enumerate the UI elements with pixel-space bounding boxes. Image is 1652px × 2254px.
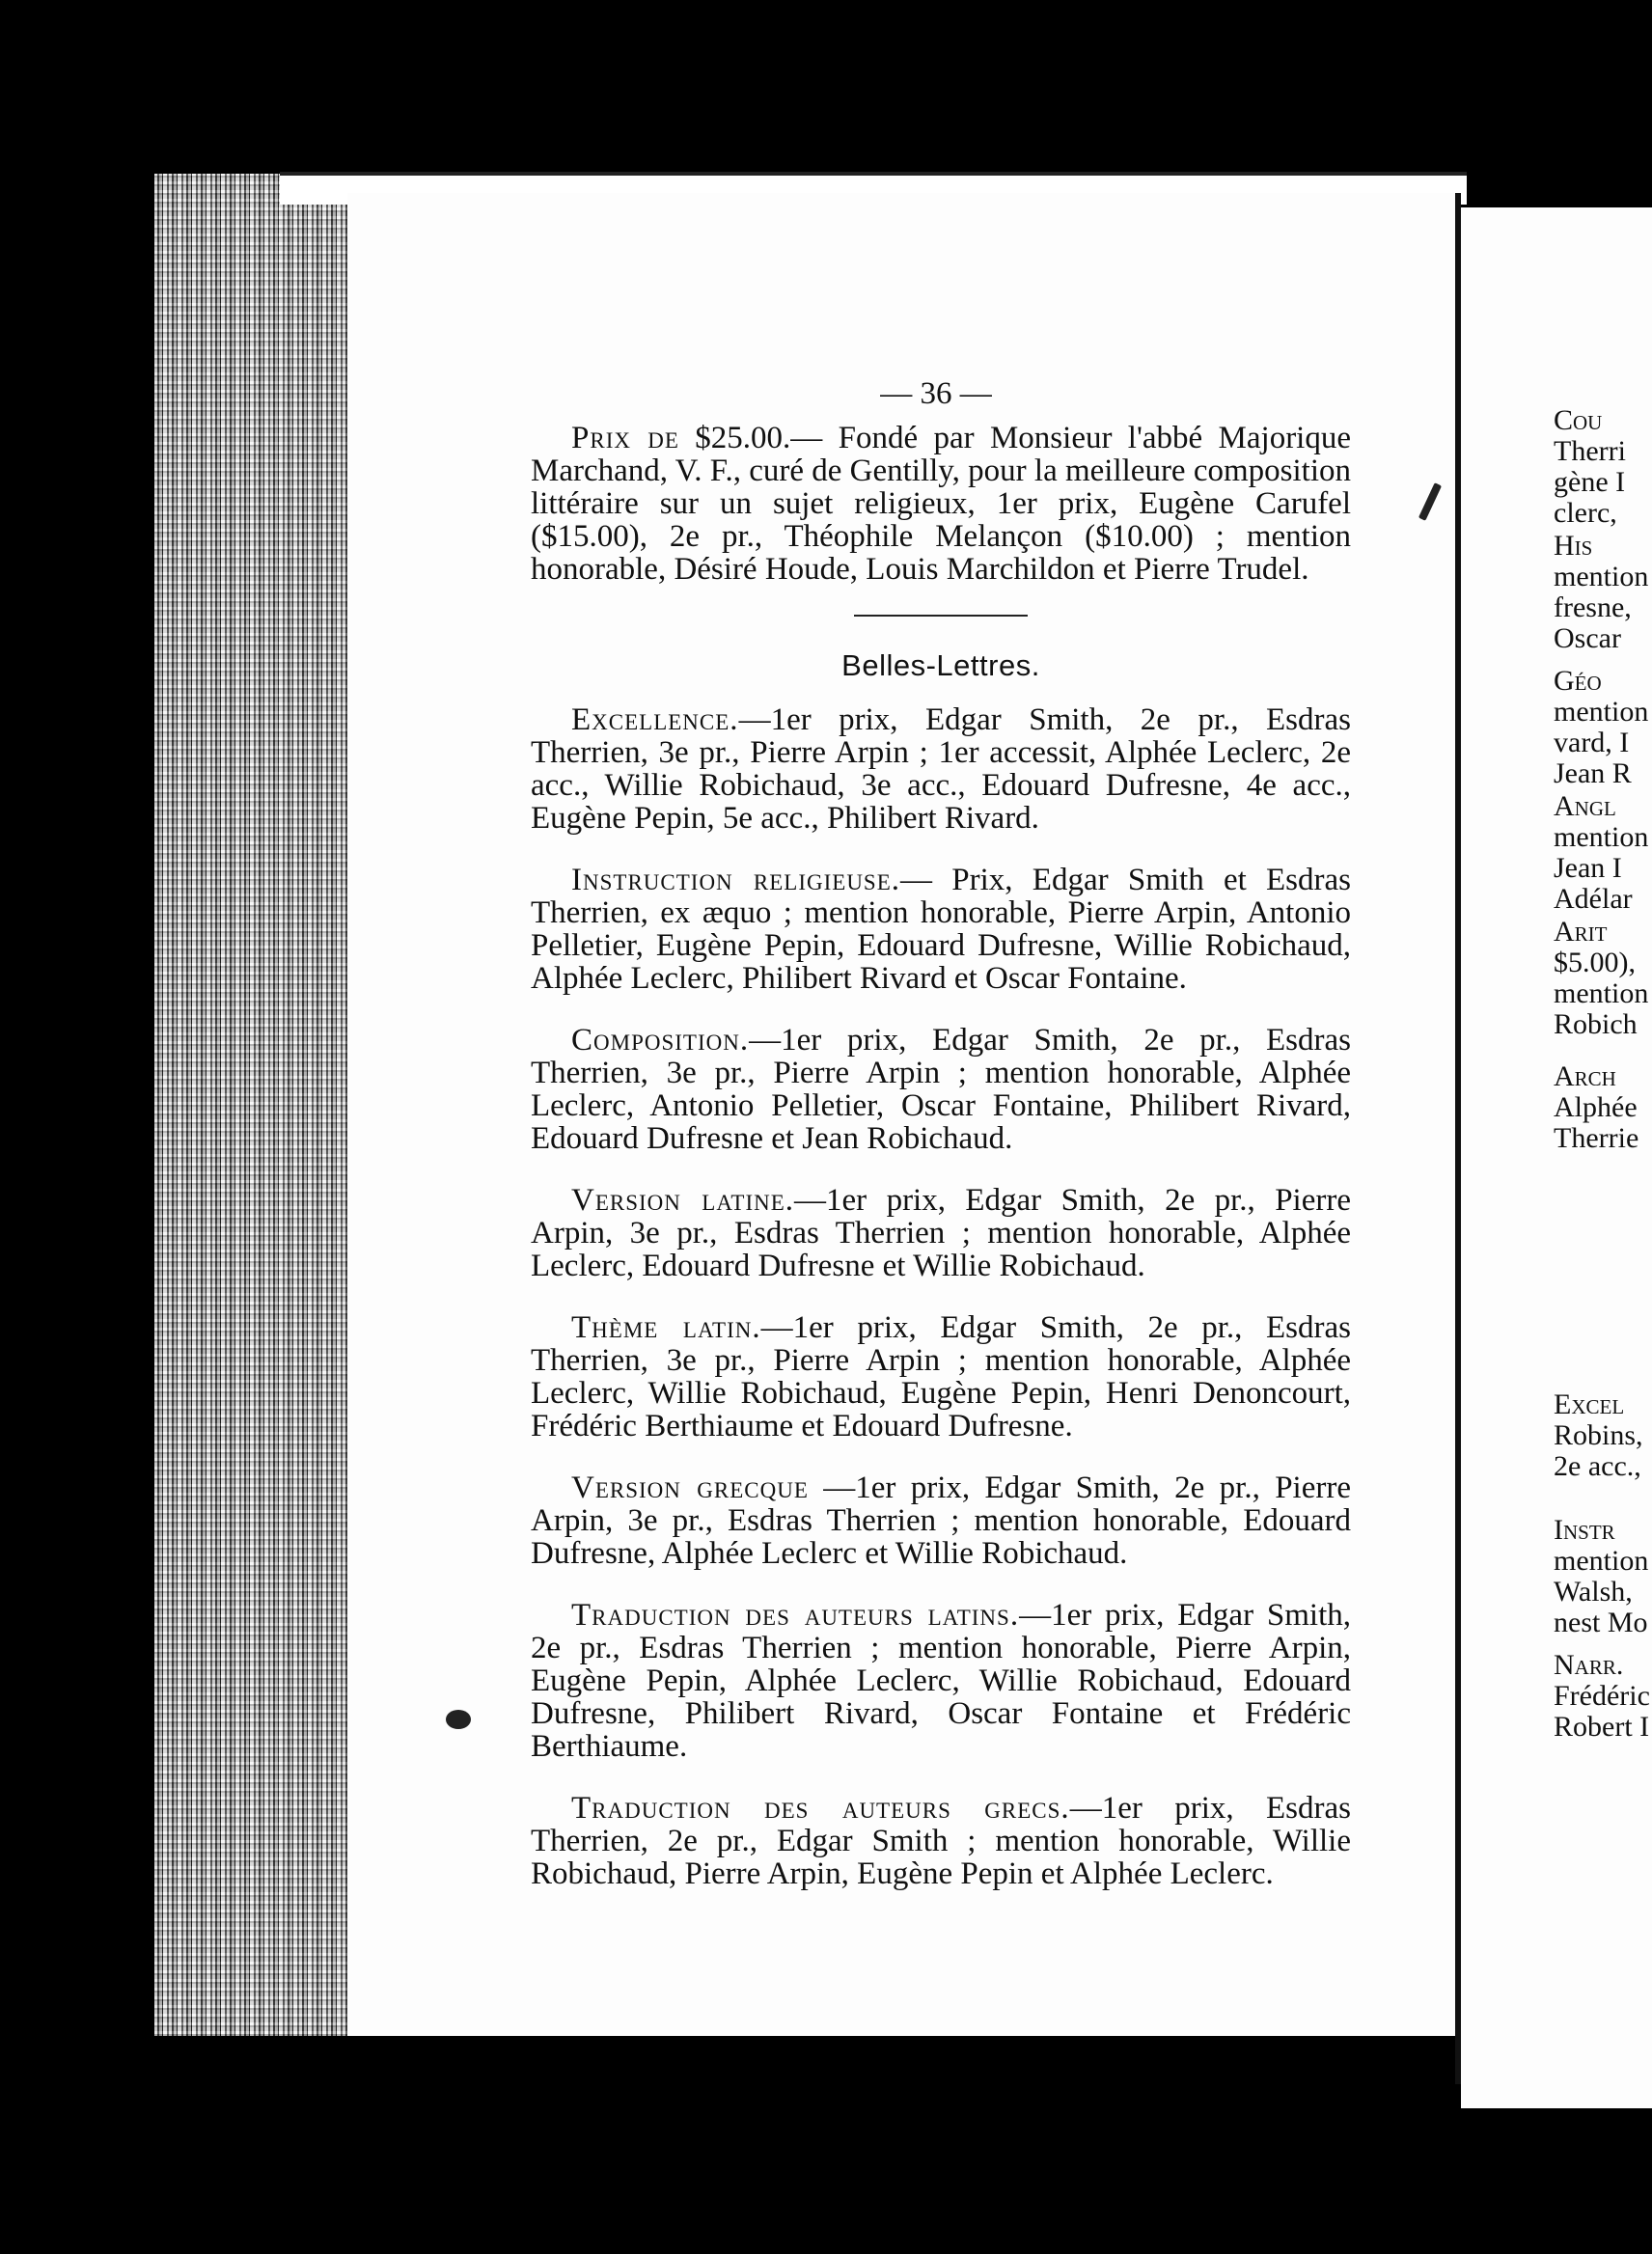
entry-text: —1er prix, Edgar Smith, 2e pr., Pierre Arpin, 3e pr., Esdras Therrien ; mention honorable, Edouard Dufresne, Alphée Leclerc et Willie Robichaud. [531, 1471, 1351, 1571]
fragment-line: Géo [1554, 665, 1602, 697]
entry-heading: Traduction des auteurs latins. [571, 1598, 1020, 1633]
fragment-line: Jean R [1554, 757, 1632, 789]
book-page-edges [154, 174, 357, 2036]
fragment-block [1554, 1650, 1650, 1743]
entry-theme-latin [531, 1311, 1351, 1443]
prize-text: $25.00.— Fondé par Monsieur l'abbé Majorique Marchand, V. F., curé de Gentilly, pour la meilleure composition littéraire sur un sujet religieux, 1er prix, Eugène Carufel ($15.00), 2e pr., Théophile Melançon ($10.00) ; mention honorable, Désiré Houde, Louis Marchildon et Pierre Trudel. [531, 421, 1352, 587]
entry-excellence [531, 703, 1351, 835]
fragment-block [1554, 791, 1648, 915]
entry-heading: Composition. [571, 1023, 750, 1058]
entry-text: —1er prix, Edgar Smith, 2e pr., Esdras Therrien, 3e pr., Pierre Arpin ; mention honorable, Alphée Leclerc, Antonio Pelletier, Oscar Fontaine, Philibert Rivard, Edouard Dufresne et Jean Robichaud. [531, 1023, 1351, 1156]
fragment-line: 2e acc., [1554, 1450, 1641, 1482]
prize-heading: Prix de [571, 421, 679, 455]
fragment-block [1554, 1389, 1643, 1482]
fragment-line: nest Mo [1554, 1607, 1648, 1638]
fragment-line: Narr. [1554, 1649, 1624, 1681]
fragment-line: Frédéric [1554, 1680, 1650, 1712]
fragment-line: mention [1554, 821, 1649, 853]
entry-heading: Version latine. [571, 1183, 795, 1218]
entry-text: —1er prix, Edgar Smith, 2e pr., Esdras Therrien ; mention honorable, Pierre Arpin, Eugène Pepin, Alphée Leclerc, Willie Robichaud, Edouard Dufresne, Philibert Rivard, Oscar Fontaine et Frédéric Berthiaume. [531, 1598, 1351, 1764]
fragment-line: Therri [1554, 435, 1626, 467]
entry-instruction-religieuse [531, 864, 1351, 995]
section-divider [854, 615, 1028, 617]
fragment-line: Instr [1554, 1514, 1615, 1546]
fragment-block [1554, 531, 1648, 654]
fragment-line: mention [1554, 1545, 1649, 1577]
section-title: Belles-Lettres. [841, 648, 1040, 682]
entry-heading: Traduction des auteurs grecs. [571, 1791, 1070, 1826]
fragment-line: Excel [1554, 1388, 1625, 1420]
fragment-block [1554, 666, 1648, 789]
fragment-line: Jean I [1554, 852, 1622, 884]
entry-text: —1er prix, Edgar Smith, 2e pr., Pierre Arpin, 3e pr., Esdras Therrien ; mention honorable, Alphée Leclerc, Edouard Dufresne et Willie Robichaud. [531, 1183, 1351, 1283]
fragment-line: Alphée [1554, 1091, 1638, 1123]
entry-heading: Instruction religieuse. [571, 863, 901, 897]
fragment-block [1554, 917, 1648, 1040]
fragment-line: clerc, [1554, 497, 1617, 529]
entry-composition [531, 1024, 1351, 1155]
fragment-line: Adélar [1554, 883, 1633, 915]
fragment-line: vard, I [1554, 727, 1630, 758]
fragment-line: $5.00), [1554, 947, 1636, 978]
fragment-line: Robich [1554, 1008, 1638, 1040]
entry-traduction-latins [531, 1599, 1351, 1763]
fragment-line: mention [1554, 561, 1649, 592]
fragment-line: Arch [1554, 1060, 1616, 1092]
fragment-block [1554, 405, 1626, 529]
fragment-line: mention [1554, 696, 1649, 728]
prize-paragraph [531, 422, 1351, 586]
entry-traduction-grecs [531, 1792, 1351, 1890]
fragment-block [1554, 1515, 1648, 1638]
entry-version-grecque [531, 1471, 1351, 1570]
entry-version-latine [531, 1184, 1351, 1282]
fragment-line: Oscar [1554, 622, 1621, 654]
entry-text: —1er prix, Esdras Therrien, 2e pr., Edgar Smith ; mention honorable, Willie Robichaud, Pierre Arpin, Eugène Pepin et Alphée Leclerc. [531, 1791, 1351, 1891]
entry-text: —1er prix, Edgar Smith, 2e pr., Esdras Therrien, 3e pr., Pierre Arpin ; mention honorable, Alphée Leclerc, Willie Robichaud, Eugène Pepin, Henri Denoncourt, Frédéric Berthiaume et Edouard Dufresne. [531, 1310, 1351, 1443]
entry-heading: Version grecque [571, 1471, 809, 1505]
fragment-line: fresne, [1554, 591, 1632, 623]
fragment-line: Cou [1554, 404, 1603, 436]
fragment-line: Angl [1554, 790, 1616, 822]
fragment-line: Arit [1554, 916, 1608, 948]
fragment-line: Robert I [1554, 1711, 1650, 1743]
page-content [531, 371, 1351, 1919]
fragment-line: Robins, [1554, 1419, 1643, 1451]
page-number: — 36 — [880, 376, 992, 411]
entry-heading: Thème latin. [571, 1310, 761, 1345]
fragment-line: Therrie [1554, 1122, 1639, 1154]
ink-blot [446, 1710, 471, 1729]
fragment-line: Walsh, [1554, 1576, 1633, 1608]
entry-text: —1er prix, Edgar Smith, 2e pr., Esdras Therrien, 3e pr., Pierre Arpin ; 1er accessit, Alphée Leclerc, 2e acc., Willie Robichaud, 3e acc., Edouard Dufresne, 4e acc., Eugène Pepin, 5e acc., Philibert Rivard. [531, 702, 1351, 836]
entry-heading: Excellence. [571, 702, 739, 737]
fragment-line: His [1554, 530, 1593, 562]
entry-text: — Prix, Edgar Smith et Esdras Therrien, ex æquo ; mention honorable, Pierre Arpin, Antonio Pelletier, Eugène Pepin, Edouard Dufresne, Willie Robichaud, Alphée Leclerc, Philibert Rivard et Oscar Fontaine. [531, 863, 1351, 996]
fragment-line: mention [1554, 977, 1649, 1009]
fragment-block [1554, 1061, 1638, 1154]
fragment-line: gène I [1554, 466, 1626, 498]
